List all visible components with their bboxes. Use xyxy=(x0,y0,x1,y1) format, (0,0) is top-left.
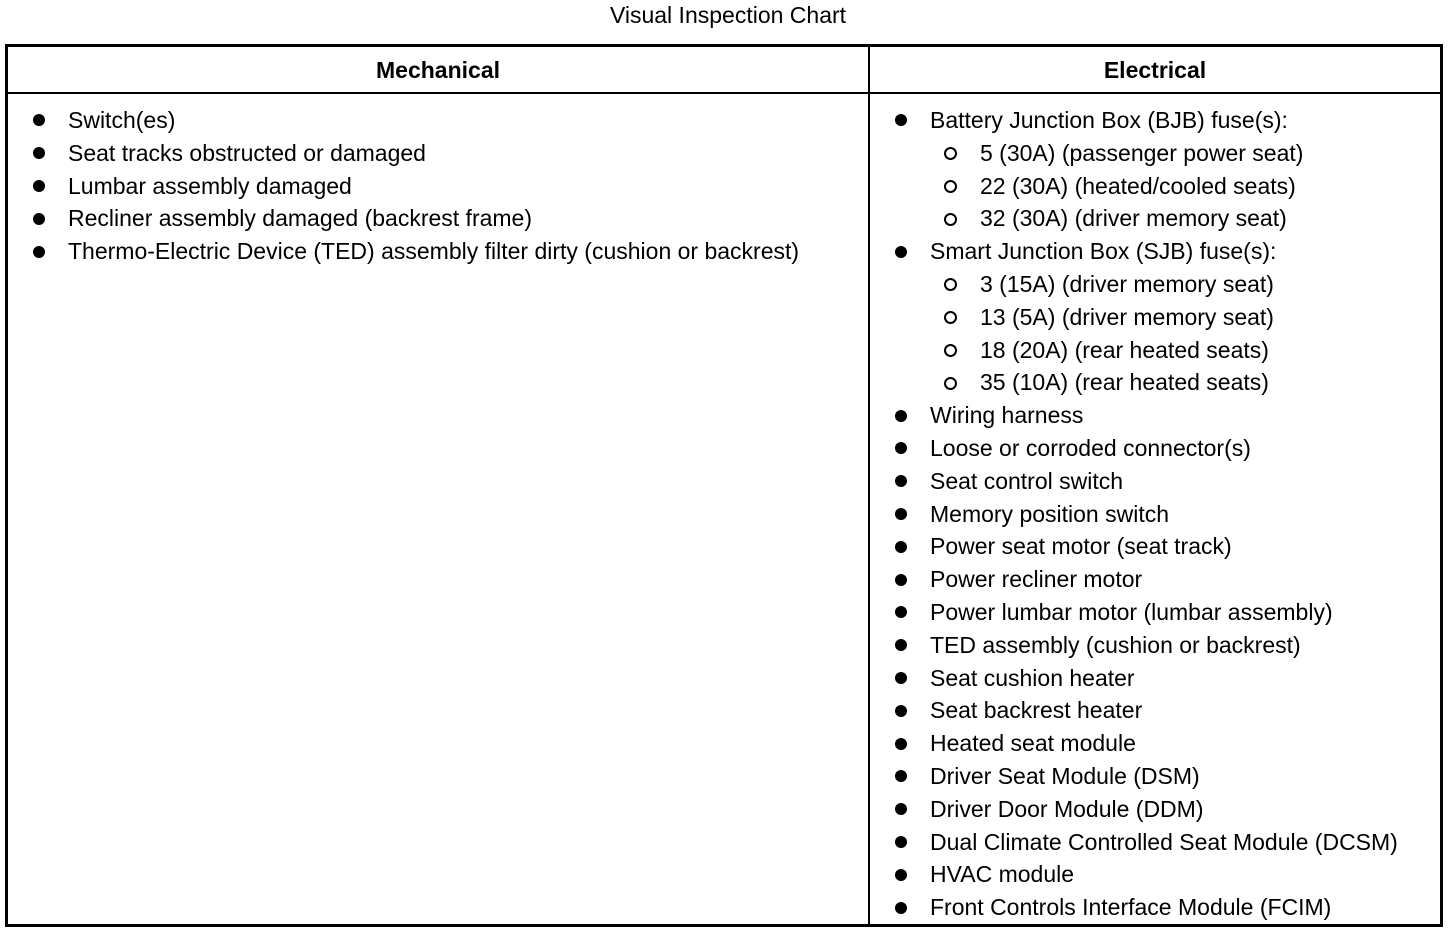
chart-title: Visual Inspection Chart xyxy=(609,2,847,28)
list-item-text: Power recliner motor xyxy=(930,566,1143,593)
header-divider xyxy=(8,92,1440,94)
bullet-icon xyxy=(895,574,907,586)
list-item-text: Memory position switch xyxy=(930,500,1170,527)
list-item-text: Lumbar assembly damaged xyxy=(68,172,352,199)
list-item-text: Seat tracks obstructed or damaged xyxy=(68,139,426,166)
list-item xyxy=(892,399,1398,432)
column-divider xyxy=(868,47,870,924)
list-item xyxy=(892,629,1398,662)
bullet-icon xyxy=(895,442,907,454)
sub-list-item xyxy=(892,137,1398,170)
mechanical-list xyxy=(30,104,799,268)
list-item-text: Loose or corroded connector(s) xyxy=(930,434,1251,461)
hollow-bullet-icon xyxy=(944,147,957,160)
list-item-text: Wiring harness xyxy=(930,402,1084,429)
list-item xyxy=(892,498,1398,531)
bullet-icon xyxy=(33,213,45,225)
sub-list-item xyxy=(892,202,1398,235)
bullet-icon xyxy=(895,410,907,422)
list-item xyxy=(892,662,1398,695)
list-item-text: Battery Junction Box (BJB) fuse(s): xyxy=(930,107,1288,133)
list-item-text: Driver Door Module (DDM) xyxy=(930,795,1204,822)
bullet-icon xyxy=(895,672,907,684)
bullet-icon xyxy=(895,541,907,553)
list-item-text: Recliner assembly damaged (backrest frame) xyxy=(68,205,533,232)
hollow-bullet-icon xyxy=(944,213,957,226)
list-item-text: 35 (10A) (rear heated seats) xyxy=(980,369,1269,396)
bullet-icon xyxy=(895,738,907,750)
bullet-icon xyxy=(895,606,907,618)
list-item-text: 5 (30A) (passenger power seat) xyxy=(980,139,1304,166)
list-item-text: TED assembly (cushion or backrest) xyxy=(930,631,1301,658)
bullet-icon xyxy=(33,246,45,258)
list-item-text: HVAC module xyxy=(930,861,1075,888)
hollow-bullet-icon xyxy=(944,311,957,324)
list-item xyxy=(30,202,799,235)
list-item xyxy=(892,432,1398,465)
hollow-bullet-icon xyxy=(944,278,957,291)
list-item-text: Seat control switch xyxy=(930,467,1124,494)
sub-list-item xyxy=(892,366,1398,399)
bullet-icon xyxy=(33,114,45,126)
bullet-icon xyxy=(895,803,907,815)
list-item xyxy=(892,465,1398,498)
sub-list-item xyxy=(892,334,1398,367)
bullet-icon xyxy=(33,180,45,192)
mechanical-column-header: Mechanical xyxy=(376,57,500,83)
list-item-text: Power lumbar motor (lumbar assembly) xyxy=(930,598,1333,625)
sub-list-item xyxy=(892,301,1398,334)
list-item-text: 22 (30A) (heated/cooled seats) xyxy=(980,172,1296,199)
list-item-text: Power seat motor (seat track) xyxy=(930,533,1232,560)
list-item-text: 3 (15A) (driver memory seat) xyxy=(980,270,1274,297)
list-item xyxy=(892,891,1398,924)
list-item xyxy=(892,826,1398,859)
list-item-text: Dual Climate Controlled Seat Module (DCSM) xyxy=(930,828,1398,855)
list-item xyxy=(892,694,1398,727)
list-item-text: Heated seat module xyxy=(930,730,1136,757)
list-item xyxy=(892,563,1398,596)
list-item xyxy=(892,235,1398,268)
list-item-text: Driver Seat Module (DSM) xyxy=(930,762,1200,789)
list-item-text: 13 (5A) (driver memory seat) xyxy=(980,303,1274,330)
electrical-list xyxy=(892,104,1398,924)
list-item-text: Switch(es) xyxy=(68,107,176,133)
list-item xyxy=(892,727,1398,760)
bullet-icon xyxy=(895,836,907,848)
hollow-bullet-icon xyxy=(944,344,957,357)
list-item xyxy=(30,137,799,170)
sub-list-item xyxy=(892,170,1398,203)
hollow-bullet-icon xyxy=(944,377,957,390)
list-item-text: Front Controls Interface Module (FCIM) xyxy=(930,894,1332,921)
bullet-icon xyxy=(33,147,45,159)
visual-inspection-table xyxy=(5,44,1443,927)
sub-list-item xyxy=(892,268,1398,301)
bullet-icon xyxy=(895,508,907,520)
electrical-column-header: Electrical xyxy=(1103,57,1207,83)
bullet-icon xyxy=(895,869,907,881)
list-item xyxy=(892,596,1398,629)
list-item-text: Smart Junction Box (SJB) fuse(s): xyxy=(930,238,1277,265)
bullet-icon xyxy=(895,705,907,717)
hollow-bullet-icon xyxy=(944,180,957,193)
list-item-text: Thermo-Electric Device (TED) assembly filter dirty (cushion or backrest) xyxy=(68,238,800,265)
list-item-text: Seat cushion heater xyxy=(930,664,1135,691)
list-item xyxy=(892,793,1398,826)
bullet-icon xyxy=(895,114,907,126)
list-item xyxy=(30,104,799,137)
list-item xyxy=(892,760,1398,793)
bullet-icon xyxy=(895,475,907,487)
list-item-text: 18 (20A) (rear heated seats) xyxy=(980,336,1269,363)
bullet-icon xyxy=(895,770,907,782)
list-item xyxy=(30,170,799,203)
list-item xyxy=(892,104,1398,137)
list-item xyxy=(892,858,1398,891)
list-item-text: Seat backrest heater xyxy=(930,697,1143,724)
bullet-icon xyxy=(895,246,907,258)
bullet-icon xyxy=(895,902,907,914)
list-item xyxy=(30,235,799,268)
bullet-icon xyxy=(895,639,907,651)
list-item xyxy=(892,530,1398,563)
list-item-text: 32 (30A) (driver memory seat) xyxy=(980,205,1287,232)
